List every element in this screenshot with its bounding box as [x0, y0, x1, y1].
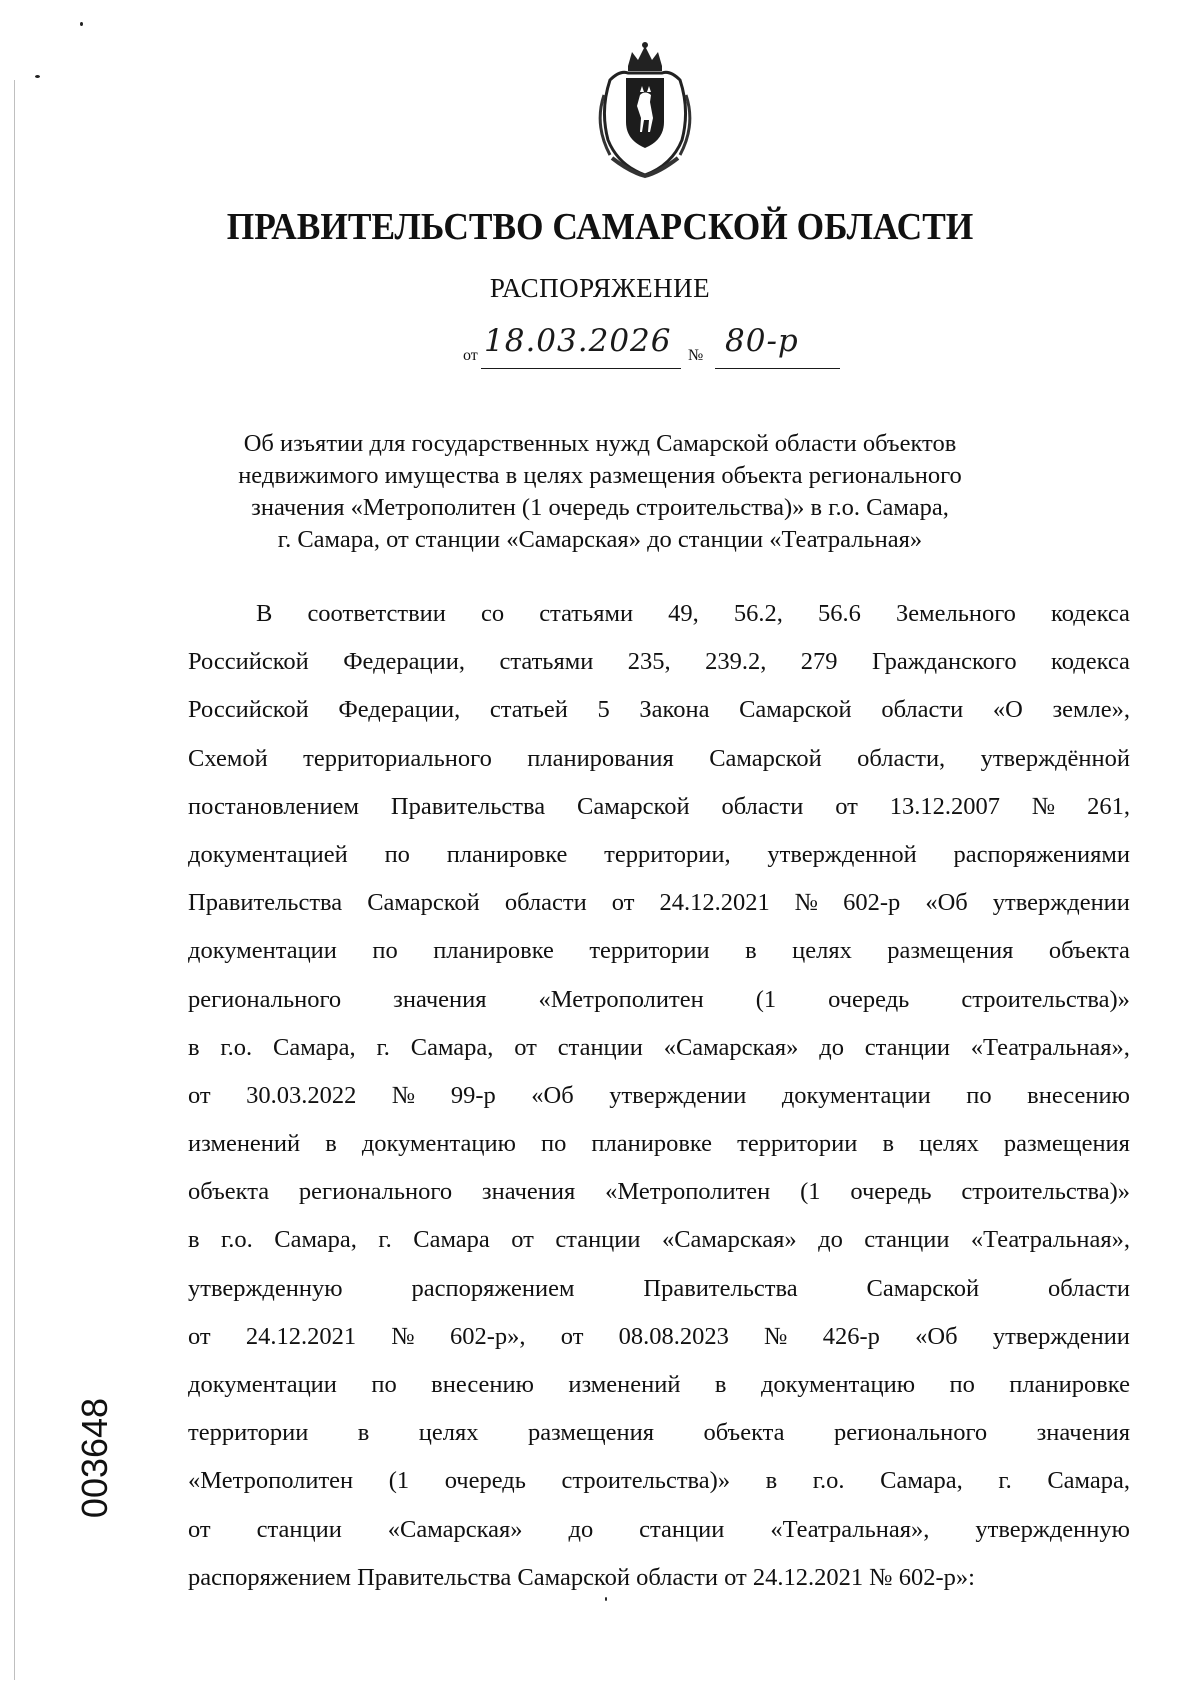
body-line: от станции «Самарская» до станции «Театральная», утвержденную — [188, 1515, 1130, 1543]
body-line: «Метрополитен (1 очередь строительства)» в г.о. Самара, г. Самара, — [188, 1467, 1130, 1495]
subject-line: г. Самара, от станции «Самарская» до станции «Театральная» — [277, 526, 923, 553]
body-line: в г.о. Самара, г. Самара от станции «Самарская» до станции «Театральная», — [188, 1226, 1130, 1254]
scan-speck — [35, 75, 40, 78]
document-subject — [180, 428, 1020, 556]
body-line: документации по внесению изменений в документацию по планировке — [188, 1371, 1130, 1398]
subject-line: значения «Метрополитен (1 очередь строительства)» в г.о. Самара, — [251, 494, 949, 521]
body-line: территории в целях размещения объекта регионального значения — [188, 1419, 1130, 1447]
date-underline — [481, 368, 681, 369]
scan-edge-line — [14, 80, 15, 1680]
body-line: в г.о. Самара, г. Самара, от станции «Самарская» до станции «Театральная», — [188, 1033, 1130, 1061]
body-line: документацией по планировке территории, утвержденной распоряжениями — [188, 840, 1130, 868]
body-line: Схемой территориального планирования Самарской области, утверждённой — [188, 744, 1130, 772]
body-line: постановлением Правительства Самарской области от 13.12.2007 № 261, — [188, 792, 1130, 820]
body-line: объекта регионального значения «Метрополитен (1 очередь строительства)» — [188, 1178, 1130, 1206]
scan-speck — [80, 22, 83, 26]
date-number-line — [0, 323, 1200, 371]
number-prefix: № — [688, 347, 704, 364]
body-line: Российской Федерации, статьей 5 Закона Самарской области «О земле», — [188, 696, 1130, 724]
body-line: Правительства Самарской области от 24.12.2021 № 602-р «Об утверждении — [188, 889, 1130, 917]
body-line: утвержденную распоряжением Правительства Самарской области — [188, 1274, 1130, 1302]
subject-line: Об изъятии для государственных нужд Самарской области объектов — [243, 430, 957, 457]
body-line: документации по планировке территории в целях размещения объекта — [188, 937, 1130, 965]
archive-number: 003648 — [74, 1397, 115, 1519]
document-type: РАСПОРЯЖЕНИЕ — [489, 273, 711, 303]
handwritten-number: 80-р — [725, 323, 799, 359]
handwritten-date: 18.03.2026 — [484, 323, 672, 359]
organization-title: ПРАВИТЕЛЬСТВО САМАРСКОЙ ОБЛАСТИ — [226, 206, 974, 248]
date-prefix: от — [463, 347, 478, 364]
body-line: Российской Федерации, статьями 235, 239.2, 279 Гражданского кодекса — [188, 648, 1130, 676]
body-line: от 24.12.2021 № 602-р», от 08.08.2023 № 426-р «Об утверждении — [188, 1322, 1130, 1350]
body-line: от 30.03.2022 № 99-р «Об утверждении документации по внесению — [188, 1081, 1130, 1109]
body-line: регионального значения «Метрополитен (1 очередь строительства)» — [188, 985, 1130, 1013]
body-line: изменений в документацию по планировке территории в целях размещения — [188, 1130, 1130, 1158]
document-body — [188, 590, 1130, 1602]
body-line: распоряжением Правительства Самарской области от 24.12.2021 № 602-р»: — [188, 1563, 975, 1591]
samara-region-coat-of-arms-icon — [590, 40, 700, 180]
body-line: В соответствии со статьями 49, 56.2, 56.6 Земельного кодекса — [256, 600, 1130, 627]
number-underline — [715, 368, 840, 369]
subject-line: недвижимого имущества в целях размещения объекта регионального — [238, 462, 962, 489]
